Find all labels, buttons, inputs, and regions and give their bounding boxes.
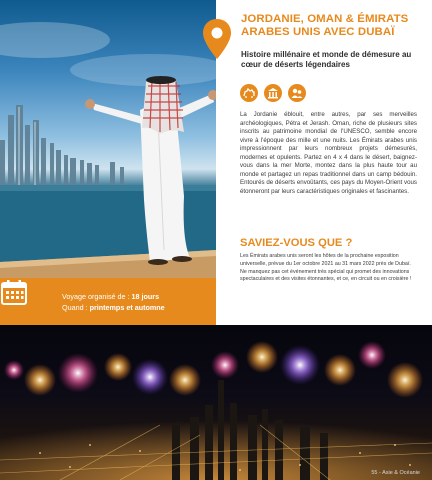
- saviez-title: SAVIEZ-VOUS QUE ?: [240, 237, 353, 249]
- trip-info-bar: [0, 278, 216, 325]
- trip-info-text: [62, 291, 165, 313]
- calendar-icon: [0, 278, 28, 306]
- fireworks-illustration: [0, 325, 432, 480]
- group-icon: [288, 84, 306, 102]
- page-footer: 55 - Asie & Océanie: [371, 470, 420, 476]
- when-value: printemps et automne: [89, 303, 165, 312]
- duration-line: [62, 291, 165, 302]
- page-title: JORDANIE, OMAN & ÉMIRATS ARABES UNIS AVEC DUBAÏ: [241, 13, 409, 38]
- camel-icon: [240, 84, 258, 102]
- skyline-illustration: [0, 0, 216, 325]
- when-line: [62, 302, 165, 313]
- dubai-fireworks-photo: [0, 325, 432, 480]
- dubai-skyline-photo: [0, 0, 216, 325]
- location-pin-icon: [202, 18, 232, 60]
- duration-value: 18 jours: [131, 292, 160, 301]
- when-label: Quand :: [62, 303, 90, 312]
- page-subtitle: Histoire millénaire et monde de démesure au cœur de déserts légendaires: [241, 50, 412, 69]
- saviez-text: Les Émirats arabes unis seront les hôtes de la prochaine exposition universelle, prévue du 1er octobre 2021 au 31 mars 2022 près de Dubaï. Ne manquez pas cet événement très spécial qui promet des innovations spectaculaires et des visites étonnantes, et ce, en circuit ou en croisière !: [240, 253, 412, 283]
- duration-label: Voyage organisé de :: [62, 292, 132, 301]
- description-text: La Jordanie éblouit, entre autres, par ses merveilles archéologiques, Pétra et Jerash. Oman, riche de plusieurs sites inscrits au patrimoine mondial de l'UNESCO, semble encore vivre à l'époque des mille et une nuits. Les Émirats arabes unis impressionnent par leurs nombreux projets démesurés, modernes et opulents. Partez en 4 x 4 dans le désert, baignez-vous dans la mer Morte, montez dans la plus haute tour au monde et partagez un repas traditionnel dans un camp bédouin. Entourés de déserts envoûtants, ces pays du Moyen-Orient vous étonneront par leurs caractéristiques originales et fascinantes.: [240, 111, 417, 195]
- landmark-icon: [264, 84, 282, 102]
